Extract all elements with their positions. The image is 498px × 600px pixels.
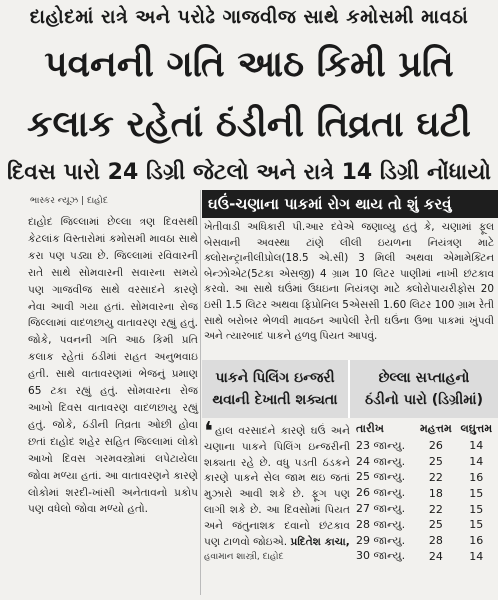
main-headline-line2: કલાક રહેતાં ઠંડીની તિવ્રતા ઘટી — [27, 104, 471, 145]
sidebar-body: ખેતીવાડી અધિકારી પી.આર દવેએ જણાવ્યુ હતું કે, ચણામાં ફૂલ બેસવાની અવસ્થા ટાંણે લીલી ઇયળના નિયંત્રણ માટે ક્લોરાન્ટ્રાનીલીપ્રોલ(18.5 એ.સી) 3 મિલી અથવા એમામેક્ટિન બેન્ઝોએટ(5ટકા એસજી) 4 ગ્રામ 10 લિટર પાણીમાં નાખી છંટકાવ કરવો. આ સાથે ઘઉંમાં ઉધઇના નિયંત્રણ માટે ક્લોરોપાયરીફોસ 20 ઇસી 1.5 લિટર અથવા ફિપ્રોનિલ 5એસસી 1.60 લિટર 100 ગ્રામ રેતી સાથે બરોબર ભેળવી માવઠન આપેલી રેતી ઘઉંના ઉભા પાકમાં ખુંપવી અને ત્યારબાદ પાકને હળવુ પિયત આપવું. — [204, 221, 494, 343]
table-cell-date: 27 જાન્યુ. — [356, 502, 406, 516]
table-cell-max: 24 — [428, 549, 443, 563]
table-cell-min: 14 — [469, 455, 484, 469]
temperature-table — [352, 420, 496, 564]
table-cell-min: 15 — [469, 518, 484, 532]
table-cell-max: 22 — [428, 470, 443, 484]
temperature-box-line1: છેલ્લા સપ્તાહનો — [378, 370, 470, 386]
table-cell-date: 30 જાન્યુ. — [356, 549, 406, 563]
table-cell-min: 16 — [469, 470, 484, 484]
column-divider — [200, 190, 201, 595]
table-row — [352, 454, 496, 470]
sidebar-heading: ઘઉં-ચણાના પાકમાં રોગ થાય તો શું કરવું — [202, 190, 498, 218]
quote-text: હાલ વરસાદને કારણે ઘઉં અને ચણાના પાકને પિલિંગ ઇન્જરીની શક્યતા રહે છે. વધુ પડતી ઠંડકને કારણે પાકને સેલ જામ થઇ જતાં મુઝારો આવી શકે છે. ફૂગ પણ લાગી શકે છે. આ દિવસોમાં પિયત અને જંતુનાશક દવાનો છંટકાવ પણ ટાળવો જોઇએ. — [204, 425, 350, 548]
table-row — [352, 549, 496, 565]
article-body: દાહોદ જિલ્લામાં છેલ્લા ત્રણ દિવસથી કેટલાંક વિસ્તારોમાં કમોસમી માવઠા સાથે કરા પણ પડ્યા છે. જિલ્લામાં રવિવારની રાતે સાથે સોમવારની સવારના સમયે પણ ગાજવીજ સાથે વરસાદને કારણે નેવા આવી ગયા હતાં. સોમવારના રોજ જિલ્લામાં વાદળછાયુ વાતાવરણ રહ્યું હતું. જોકે, પવનની ગતિ આઠ કિમી પ્રતિ કલાક રહેતાં ઠંડીમાં રાહત અનુભવાઇ હતી. સાથે વાતાવરણમાં ભેજનું પ્રમાણ 65 ટકા રહ્યું હતું. સોમવારના રોજ આખો દિવસ વાતાવરણ વાદળછાયુ રહ્યું હતું. જોકે, ઠંડીની તિવ્રતા ઓછી હોવા છતાં દાહોદ શહેર સહિત જિલ્લામાં લોકો આખો દિવસ ગરમવસ્ત્રોમાં લપેટાયેલા જોવા મળ્યા હતાં. આ વાતાવરણને કારણે લોકોમાં શરદી-ખાંસી અનેતાવનો પ્રકોપ પણ વધેલો જોવા મળ્યો હતો. — [28, 216, 198, 516]
main-headline-line1: પવનની ગતિ આઠ કિમી પ્રતિ — [44, 44, 454, 85]
table-header-row — [352, 420, 496, 438]
expert-quote-body — [204, 417, 350, 550]
table-cell-date: 29 જાન્યુ. — [356, 533, 406, 547]
table-row — [352, 438, 496, 454]
temperature-box — [350, 360, 498, 418]
table-cell-date: 28 જાન્યુ. — [356, 517, 406, 531]
table-cell-date: 25 જાન્યુ. — [356, 470, 406, 484]
kicker-headline: દાહોદમાં રાત્રે અને પરોઢે ગાજવીજ સાથે કમોસમી માવઠાં — [29, 6, 469, 28]
piling-box-line1: પાકને પિલિંગ ઇન્જરી — [215, 370, 335, 386]
table-cell-date: 23 જાન્યુ. — [356, 438, 406, 452]
table-cell-max: 22 — [428, 502, 443, 516]
table-cell-max: 18 — [428, 486, 443, 500]
table-header-date: તારીખ — [356, 422, 384, 435]
dateline: ભાસ્કર ન્યૂઝ | દાહોદ — [30, 196, 108, 206]
table-header-max: મહત્તમ — [419, 422, 452, 435]
table-row — [352, 533, 496, 549]
table-header-min: લઘુત્તમ — [460, 422, 493, 435]
temperature-box-line2: ઠંડીનો પારો (ડિગ્રીમાં) — [365, 392, 483, 408]
table-cell-min: 14 — [469, 549, 484, 563]
table-cell-max: 28 — [428, 534, 443, 548]
piling-injury-box — [202, 360, 350, 418]
table-row — [352, 501, 496, 517]
table-row — [352, 470, 496, 486]
table-cell-max: 25 — [428, 518, 443, 532]
quote-author: પ્રદિતેશ કાચા, — [290, 535, 350, 548]
article-left-column — [28, 214, 198, 518]
table-cell-max: 26 — [428, 439, 443, 453]
expert-quote — [204, 417, 350, 566]
table-cell-min: 15 — [469, 502, 484, 516]
sidebar-article — [204, 220, 494, 345]
quote-mark-icon: ❛ — [204, 417, 214, 447]
table-row — [352, 517, 496, 533]
table-cell-date: 26 જાન્યુ. — [356, 486, 406, 500]
piling-box-line2: થવાની દેખાતી શક્યતા — [212, 392, 338, 408]
sub-headline: દિવસ પારો 24 ડિગ્રી જેટલો અને રાત્રે 14 ડિગ્રી નોંધાયો — [7, 159, 491, 185]
table-cell-min: 15 — [469, 486, 484, 500]
table-cell-date: 24 જાન્યુ. — [356, 454, 406, 468]
table-row — [352, 485, 496, 501]
table-cell-min: 14 — [469, 439, 484, 453]
quote-author-role: હવામાન શાસ્ત્રી, દાહોદ — [204, 552, 284, 563]
table-cell-min: 16 — [469, 534, 484, 548]
table-cell-max: 25 — [428, 455, 443, 469]
